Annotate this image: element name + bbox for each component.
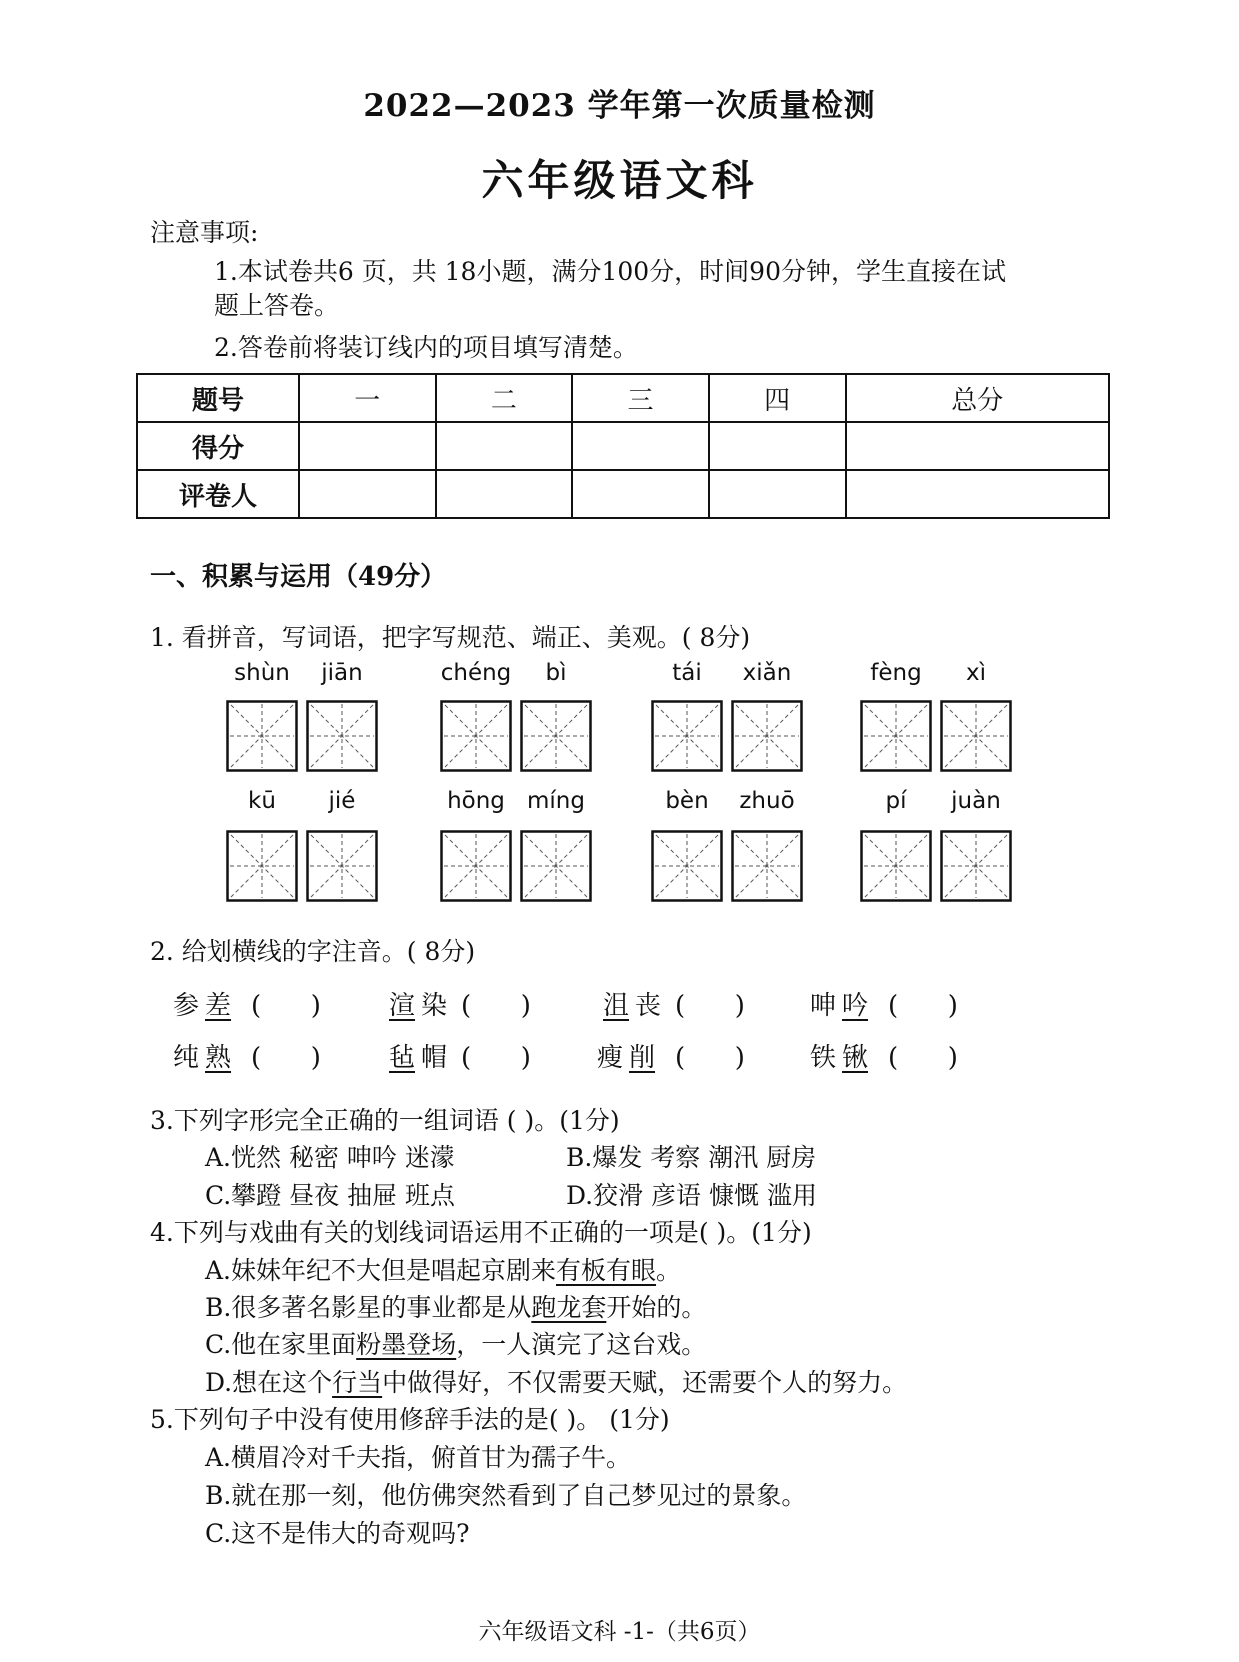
table-row	[137, 470, 1109, 518]
q4-c-underlined: 粉墨登场	[356, 1330, 457, 1359]
pinyin-label: zhuō	[739, 788, 795, 814]
notice-line-2: 2.答卷前将装订线内的项目填写清楚。	[214, 333, 638, 362]
notice-line-1a: 1.本试卷共6 页，共 18小题，满分100分，时间90分钟，学生直接在试	[214, 257, 1006, 286]
q2-char: 纯	[173, 1043, 200, 1073]
q4-d-underlined: 行当	[332, 1368, 383, 1397]
q4-b-pre: B.很多著名影星的事业都是从	[205, 1293, 532, 1322]
q1-prompt: 1. 看拼音，写词语，把字写规范、端正、美观。( 8分)	[150, 623, 751, 652]
row-header-number: 题号	[137, 374, 299, 422]
pinyin-label: jiān	[321, 660, 363, 686]
row-header-score: 得分	[137, 422, 299, 470]
notice-heading: 注意事项:	[150, 218, 259, 247]
score-cell[interactable]	[709, 422, 846, 470]
tianzige-grid-icon	[940, 830, 1012, 902]
col-header: 四	[709, 374, 846, 422]
q4-option-d	[205, 1363, 907, 1399]
q5-prompt: 5.下列句子中没有使用修辞手法的是( )。 (1分)	[150, 1405, 670, 1434]
q2-answer-blank[interactable]: ( )	[888, 1043, 958, 1073]
q2-char: 帽	[421, 1043, 448, 1073]
tianzige-grid-icon	[731, 830, 803, 902]
q4-b-post: 开始的。	[606, 1293, 707, 1322]
q2-char: 瘦	[597, 1043, 624, 1073]
pinyin-label: pí	[885, 788, 907, 814]
q5-option-c: C.这不是伟大的奇观吗?	[205, 1519, 470, 1548]
tianzige-grid-icon	[651, 830, 723, 902]
tianzige-writing-box[interactable]	[731, 830, 803, 902]
tianzige-grid-icon	[520, 700, 592, 772]
q2-underlined-char: 熟	[205, 1043, 232, 1073]
score-cell[interactable]	[572, 422, 709, 470]
tianzige-writing-box[interactable]	[440, 700, 512, 772]
q2-underlined-char: 锹	[842, 1043, 869, 1073]
q4-d-post: 中做得好，不仅需要天赋，还需要个人的努力。	[382, 1368, 908, 1397]
grader-cell[interactable]	[572, 470, 709, 518]
q3-prompt: 3.下列字形完全正确的一组词语 ( )。(1分)	[150, 1106, 620, 1135]
q4-option-b	[205, 1288, 706, 1324]
q2-item	[597, 1037, 745, 1074]
tianzige-writing-box[interactable]	[306, 700, 378, 772]
q4-a-underlined: 有板有眼	[556, 1256, 657, 1285]
tianzige-writing-box[interactable]	[651, 830, 723, 902]
pinyin-label: chéng	[440, 660, 512, 686]
q2-answer-blank[interactable]: ( )	[675, 1043, 745, 1073]
tianzige-writing-box[interactable]	[731, 700, 803, 772]
tianzige-grid-icon	[440, 700, 512, 772]
tianzige-writing-box[interactable]	[860, 830, 932, 902]
exam-subject: 六年级语文科	[481, 156, 758, 205]
q2-char: 丧	[635, 991, 662, 1021]
pinyin-label: fèng	[870, 660, 922, 686]
q2-answer-blank[interactable]: ( )	[251, 1043, 321, 1073]
q2-item	[810, 985, 958, 1022]
q2-item	[810, 1037, 958, 1074]
q2-underlined-char: 渲	[389, 991, 416, 1021]
tianzige-writing-box[interactable]	[520, 700, 592, 772]
q2-answer-blank[interactable]: ( )	[461, 991, 531, 1021]
tianzige-writing-box[interactable]	[440, 830, 512, 902]
q2-item	[597, 985, 745, 1022]
tianzige-grid-icon	[226, 830, 298, 902]
q5-option-b: B.就在那一刻，他仿佛突然看到了自己梦见过的景象。	[205, 1481, 807, 1510]
tianzige-writing-box[interactable]	[940, 700, 1012, 772]
pinyin-label: tái	[672, 660, 702, 686]
q3-option-a: A.恍然 秘密 呻吟 迷濛	[205, 1143, 455, 1172]
q3-option-d: D.狡滑 彦语 慷慨 滥用	[566, 1181, 817, 1210]
pinyin-label: kū	[248, 788, 276, 814]
tianzige-grid-icon	[940, 700, 1012, 772]
tianzige-grid-icon	[860, 830, 932, 902]
q4-b-underlined: 跑龙套	[531, 1293, 607, 1322]
pinyin-label: xiǎn	[742, 660, 792, 686]
pinyin-label: bèn	[665, 788, 709, 814]
tianzige-grid-icon	[651, 700, 723, 772]
q4-c-pre: C.他在家里面	[205, 1330, 357, 1359]
q2-item	[383, 1037, 531, 1074]
q2-answer-blank[interactable]: ( )	[888, 991, 958, 1021]
tianzige-writing-box[interactable]	[651, 700, 723, 772]
q3-option-c: C.攀蹬 昼夜 抽屉 班点	[205, 1181, 456, 1210]
page-footer: 六年级语文科 -1-（共6页）	[478, 1619, 761, 1645]
score-cell[interactable]	[299, 422, 436, 470]
col-header: 总分	[846, 374, 1110, 422]
q5-option-a: A.横眉冷对千夫指，俯首甘为孺子牛。	[205, 1443, 632, 1472]
q2-answer-blank[interactable]: ( )	[251, 991, 321, 1021]
q4-prompt: 4.下列与戏曲有关的划线词语运用不正确的一项是( )。(1分)	[150, 1218, 812, 1247]
pinyin-label: míng	[527, 788, 585, 814]
grader-cell[interactable]	[846, 470, 1110, 518]
q2-char: 参	[173, 991, 200, 1021]
q2-item	[383, 985, 531, 1022]
tianzige-grid-icon	[306, 830, 378, 902]
tianzige-grid-icon	[520, 830, 592, 902]
tianzige-writing-box[interactable]	[520, 830, 592, 902]
q2-underlined-char: 削	[629, 1043, 656, 1073]
q2-char: 铁	[810, 1043, 837, 1073]
tianzige-writing-box[interactable]	[226, 830, 298, 902]
q3-option-b: B.爆发 考察 潮汛 厨房	[566, 1143, 817, 1172]
grader-cell[interactable]	[299, 470, 436, 518]
exam-title: 2022—2023 学年第一次质量检测	[363, 88, 876, 124]
tianzige-grid-icon	[860, 700, 932, 772]
tianzige-writing-box[interactable]	[306, 830, 378, 902]
pinyin-label: juàn	[951, 788, 1001, 814]
q2-prompt: 2. 给划横线的字注音。( 8分)	[150, 937, 476, 966]
q4-c-post: ，一人演完了这台戏。	[456, 1330, 707, 1359]
grader-cell[interactable]	[709, 470, 846, 518]
notice-line-1b: 题上答卷。	[214, 291, 340, 320]
q4-option-a	[205, 1251, 681, 1287]
col-header: 一	[299, 374, 436, 422]
table-row	[137, 374, 1109, 422]
q2-underlined-char: 吟	[842, 991, 869, 1021]
pinyin-label: hōng	[447, 788, 505, 814]
tianzige-writing-box[interactable]	[940, 830, 1012, 902]
q2-underlined-char: 毡	[389, 1043, 416, 1073]
score-cell[interactable]	[436, 422, 573, 470]
q2-item	[173, 1037, 321, 1074]
table-row	[137, 422, 1109, 470]
q2-underlined-char: 差	[205, 991, 232, 1021]
row-header-grader: 评卷人	[137, 470, 299, 518]
grader-cell[interactable]	[436, 470, 573, 518]
q2-char: 呻	[810, 991, 837, 1021]
score-table	[136, 373, 1110, 519]
col-header: 三	[572, 374, 709, 422]
q4-option-c	[205, 1325, 706, 1361]
tianzige-grid-icon	[731, 700, 803, 772]
tianzige-grid-icon	[306, 700, 378, 772]
q2-char: 染	[421, 991, 448, 1021]
pinyin-label: jié	[328, 788, 356, 814]
tianzige-writing-box[interactable]	[226, 700, 298, 772]
q2-item	[173, 985, 321, 1022]
q2-underlined-char: 沮	[603, 991, 630, 1021]
q4-a-pre: A.妹妹年纪不大但是唱起京剧来	[205, 1256, 557, 1285]
pinyin-label: xì	[965, 660, 986, 686]
q4-a-post: 。	[656, 1256, 682, 1285]
pinyin-label: shùn	[234, 660, 290, 686]
col-header: 二	[436, 374, 573, 422]
tianzige-grid-icon	[440, 830, 512, 902]
pinyin-label: bì	[545, 660, 567, 686]
section-1-title: 一、积累与运用（49分）	[150, 562, 447, 592]
q4-d-pre: D.想在这个	[205, 1368, 333, 1397]
q2-answer-blank[interactable]: ( )	[675, 991, 745, 1021]
score-cell[interactable]	[846, 422, 1110, 470]
q2-answer-blank[interactable]: ( )	[461, 1043, 531, 1073]
tianzige-grid-icon	[226, 700, 298, 772]
tianzige-writing-box[interactable]	[860, 700, 932, 772]
